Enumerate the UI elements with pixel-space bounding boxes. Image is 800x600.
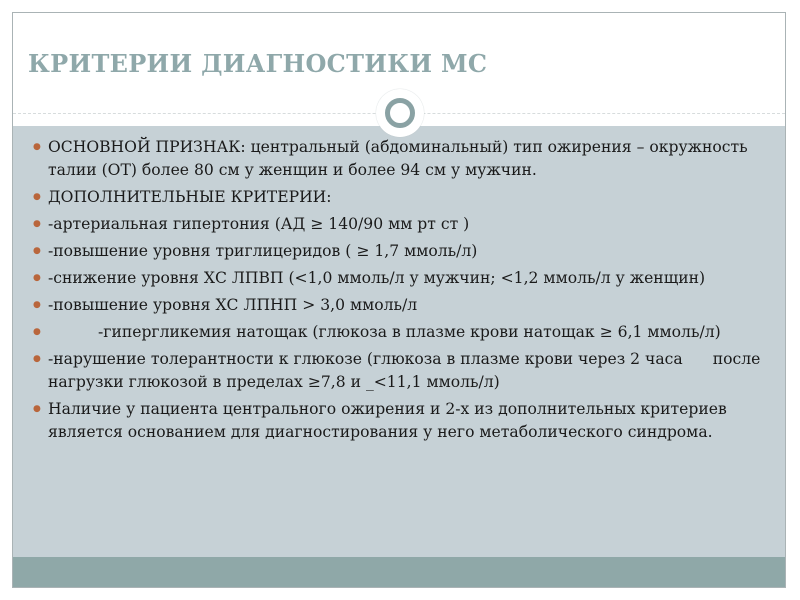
bullet-icon: ● [33,219,41,229]
item-text: -нарушение толерантности к глюкозе (глюкоза в плазме крови через 2 часа [48,350,683,368]
item-text: Наличие у пациента центрального ожирения и 2-х из дополнительных критериев является основанием для диагностирования у него метаболического синдрома. [48,400,727,441]
bullet-icon: ● [33,192,41,202]
item-text: ДОПОЛНИТЕЛЬНЫЕ КРИТЕРИИ: [48,188,332,206]
item-text: -артериальная гипертония (АД ≥ 140/90 мм рт ст ) [48,215,470,233]
bullet-icon: ● [33,354,41,364]
ring-badge [376,89,424,137]
list-item [33,136,771,182]
item-text: ОСНОВНОЙ ПРИЗНАК: центральный (абдоминальный) тип ожирения – окружность талии (ОТ) более 80 см у женщин и более 94 см у мужчин. [48,138,748,179]
list-item [33,240,771,263]
list-item [33,294,771,317]
list-item [33,321,771,344]
item-text: -повышение уровня ХС ЛПНП > 3,0 ммоль/л [48,296,418,314]
bullet-icon: ● [33,273,41,283]
list-item [33,213,771,236]
bullet-icon: ● [33,246,41,256]
ring-icon [385,98,415,128]
bullet-icon: ● [33,404,41,414]
item-text: -снижение уровня ХС ЛПВП (<1,0 ммоль/л у мужчин; <1,2 ммоль/л у женщин) [48,269,706,287]
criteria-list [33,136,771,448]
list-item [33,186,771,209]
slide [12,12,786,588]
slide-title: КРИТЕРИИ ДИАГНОСТИКИ МС [28,49,488,78]
item-text: -повышение уровня триглицеридов ( ≥ 1,7 ммоль/л) [48,242,478,260]
item-text-continued: после нагрузки глюкозой в пределах ≥7,8 и _<11,1 ммоль/л) [48,350,761,391]
list-item [33,398,771,444]
item-text: -гипергликемия натощак (глюкоза в плазме крови натощак ≥ 6,1 ммоль/л) [98,323,721,341]
footer-bar [13,557,785,587]
bullet-icon: ● [33,142,41,152]
bullet-icon: ● [33,300,41,310]
list-item [33,348,771,394]
list-item [33,267,771,290]
bullet-icon: ● [33,327,41,337]
